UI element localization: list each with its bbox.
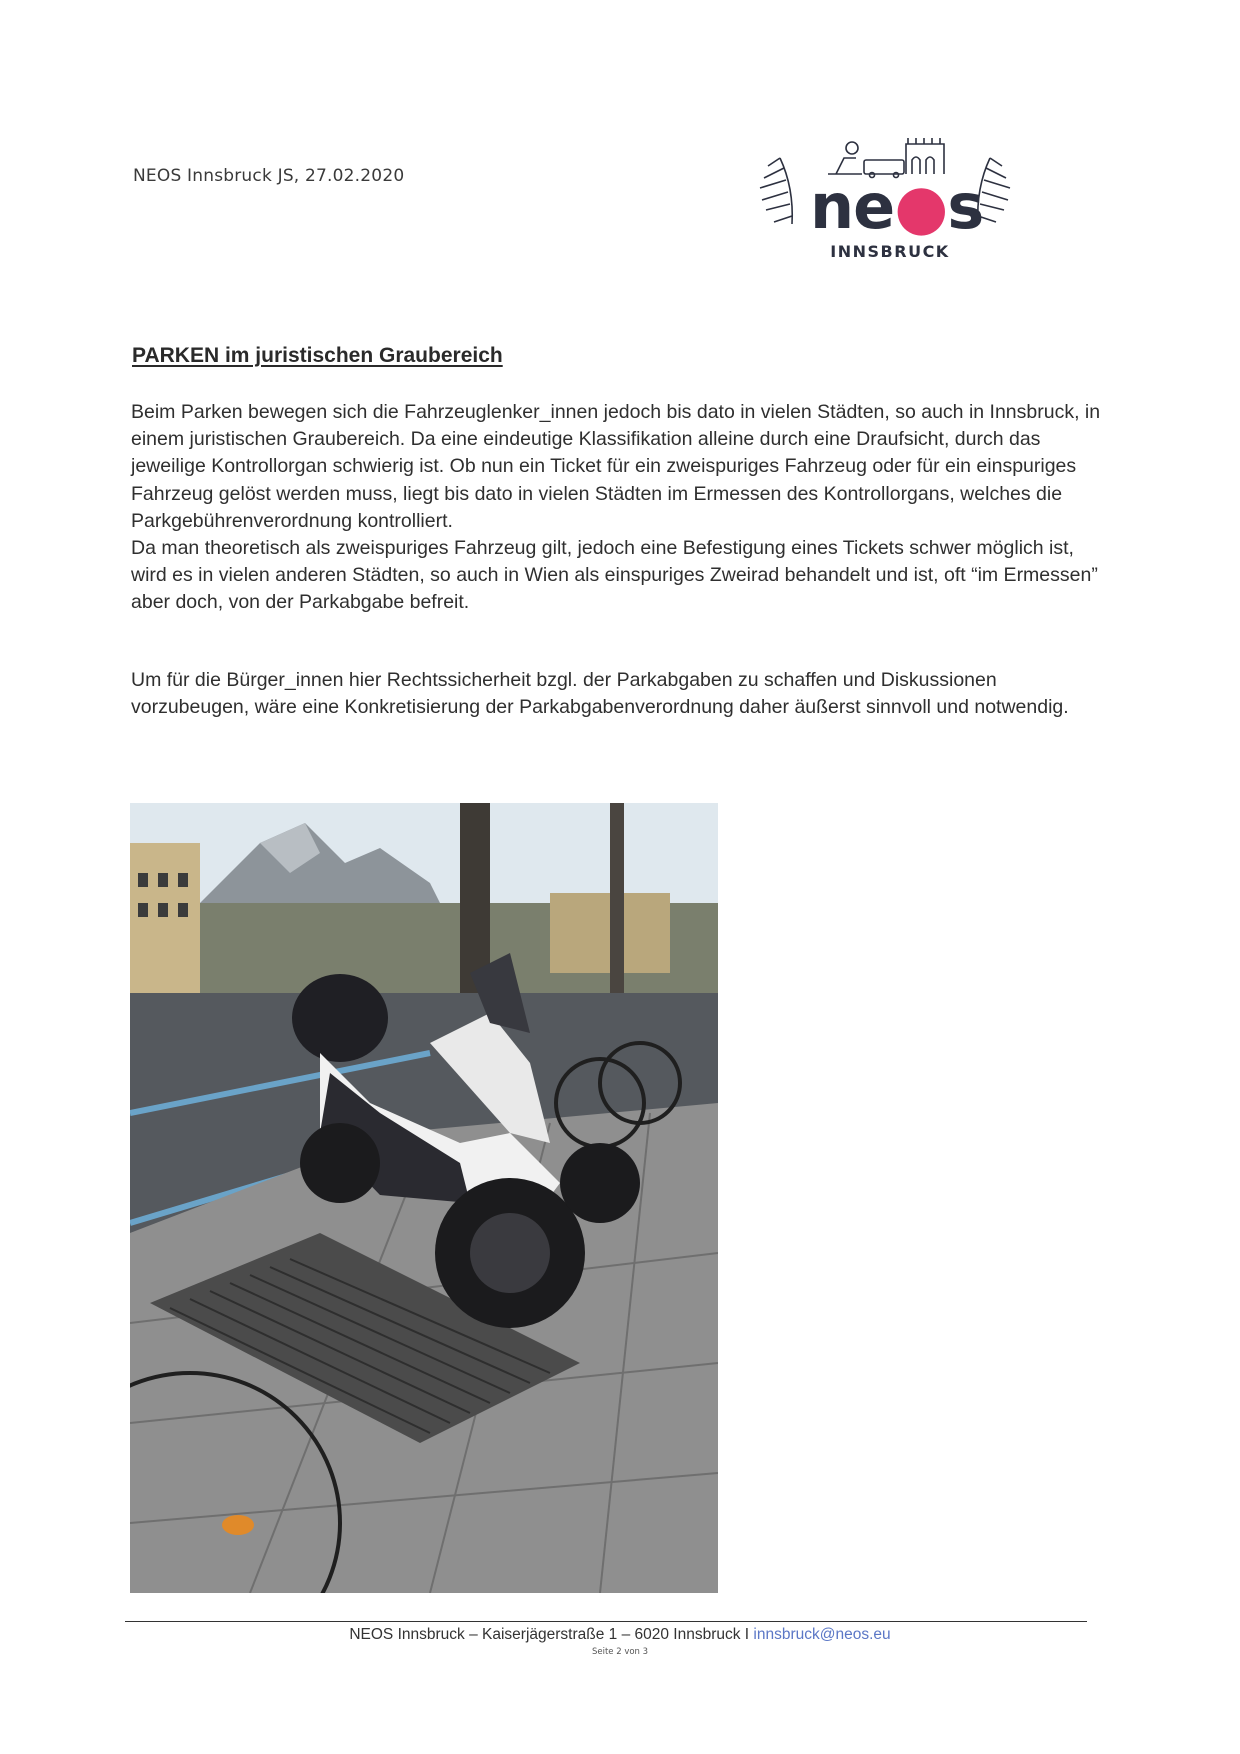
footer-address-text: NEOS Innsbruck – Kaiserjägerstraße 1 – 6020 Innsbruck I xyxy=(349,1626,754,1643)
footer-divider xyxy=(125,1621,1087,1622)
footer-address xyxy=(0,1626,1240,1644)
document-meta-line: NEOS Innsbruck JS, 27.02.2020 xyxy=(133,166,405,186)
paragraph-1-part-1: Beim Parken bewegen sich die Fahrzeuglenker_innen jedoch bis dato in vielen Städten, so auch in Innsbruck, in einem juristischen Graubereich. Da eine eindeutige Klassifikation alleine durch eine Draufsicht, durch das jeweilige Kontrollorgan schwierig ist. Ob nun ein Ticket für ein zweispuriges Fahrzeug oder für ein einspuriges Fahrzeug gelöst werden muss, liegt bis dato in vielen Städten im Ermessen des Kontrollorgans, welches die Parkgebührenverordnung kontrolliert. xyxy=(131,401,1101,532)
scooter-photo xyxy=(130,803,718,1593)
page-number: Seite 2 von 3 xyxy=(591,1647,649,1657)
photo-three-wheel-scooter xyxy=(130,803,718,1593)
paragraph-1 xyxy=(131,399,1101,617)
paragraph-2: Um für die Bürger_innen hier Rechtssicherheit bzgl. der Parkabgaben zu schaffen und Diskussionen vorzubeugen, wäre eine Konkretisierung der Parkabgabenverordnung daher äußerst sinnvoll und notwendig. xyxy=(131,669,1069,719)
neos-innsbruck-logo xyxy=(740,128,1030,268)
logo-wordmark: ne●s xyxy=(810,170,984,243)
section-title: PARKEN im juristischen Graubereich xyxy=(132,344,503,367)
paragraph-1-part-2: Da man theoretisch als zweispuriges Fahrzeug gilt, jedoch eine Befestigung eines Tickets schwer möglich ist, wird es in vielen anderen Städten, so auch in Wien als einspuriges Zweirad behandelt und ist, oft “im Ermessen” aber doch, von der Parkabgabe befreit. xyxy=(131,537,1098,614)
footer-email-link[interactable]: innsbruck@neos.eu xyxy=(753,1626,891,1643)
logo-subtitle: INNSBRUCK xyxy=(830,242,950,261)
